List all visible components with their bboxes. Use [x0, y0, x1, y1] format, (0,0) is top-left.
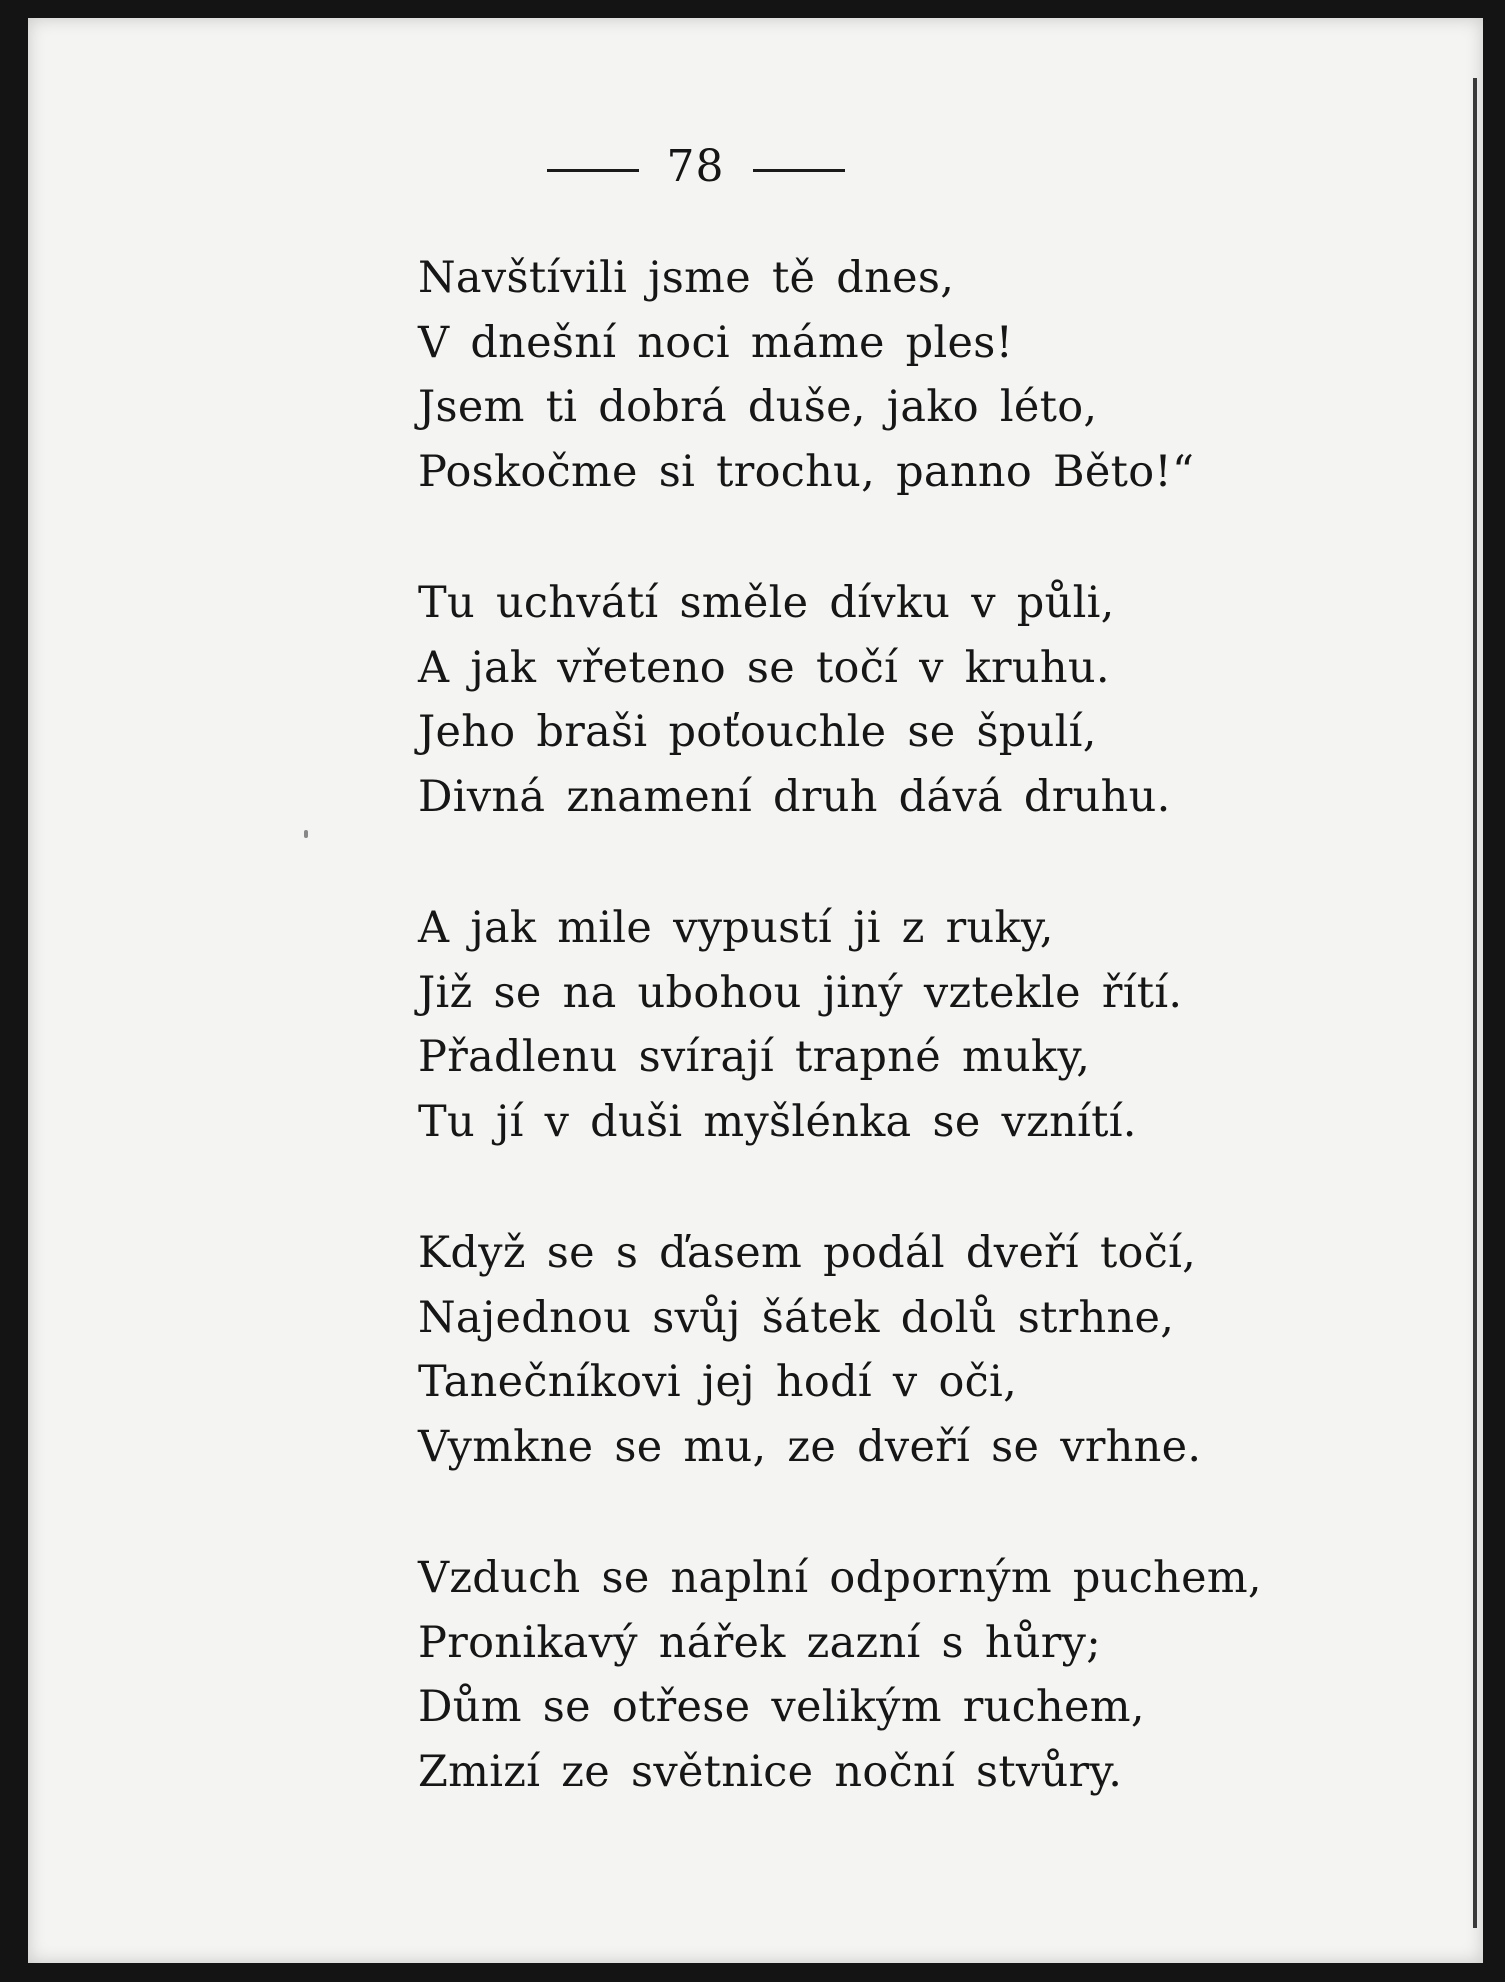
stanza: [418, 1221, 1438, 1479]
header-rule-left: [547, 169, 639, 172]
poem-line: Jsem ti dobrá duše, jako léto,: [418, 382, 1098, 432]
page-number: 78: [666, 140, 725, 192]
poem-line: Najednou svůj šátek dolů strhne,: [418, 1292, 1175, 1343]
poem-line: A jak vřeteno se točí v kruhu.: [418, 642, 1110, 693]
poem-line: Poskočme si trochu, panno Běto!“: [418, 446, 1195, 497]
stanza: [418, 1546, 1438, 1804]
poem-line: Pronikavý nářek zazní s hůry;: [418, 1617, 1102, 1668]
poem-line: Zmizí ze světnice noční stvůry.: [418, 1746, 1123, 1797]
poem-line: Již se na ubohou jiný vztekle řítí.: [418, 967, 1183, 1018]
poem-line: Vzduch se naplní odporným puchem,: [418, 1553, 1262, 1603]
poem-line: A jak mile vypustí ji z ruky,: [418, 903, 1054, 953]
poem-line: Navštívili jsme tě dnes,: [418, 253, 955, 303]
poem-line: V dnešní noci máme ples!: [418, 317, 1014, 368]
poem-line: Přadlenu svírají trapné muky,: [418, 1032, 1091, 1082]
stanza: [418, 571, 1438, 829]
page-edge-shadow: [1473, 78, 1477, 1928]
page-header: [0, 126, 1423, 206]
stanza: [418, 896, 1438, 1154]
poem-line: Vymkne se mu, ze dveří se vrhne.: [418, 1421, 1202, 1472]
poem-line: Divná znamení druh dává druhu.: [418, 771, 1171, 822]
poem-line: Dům se otřese velikým ruchem,: [418, 1682, 1145, 1732]
poem-line: Tu uchvátí směle dívku v půli,: [418, 578, 1115, 628]
poem-body: [418, 246, 1438, 1804]
poem-line: Tanečníkovi jej hodí v oči,: [418, 1357, 1018, 1407]
poem-line: Jeho braši poťouchle se špulí,: [418, 707, 1097, 757]
poem-line: Když se s ďasem podál dveří točí,: [418, 1228, 1197, 1278]
book-page: [28, 18, 1483, 1963]
stanza: [418, 246, 1438, 504]
poem-line: Tu jí v duši myšlénka se vznítí.: [418, 1096, 1137, 1147]
header-rule-right: [753, 169, 845, 172]
paper-speck: [304, 830, 308, 838]
